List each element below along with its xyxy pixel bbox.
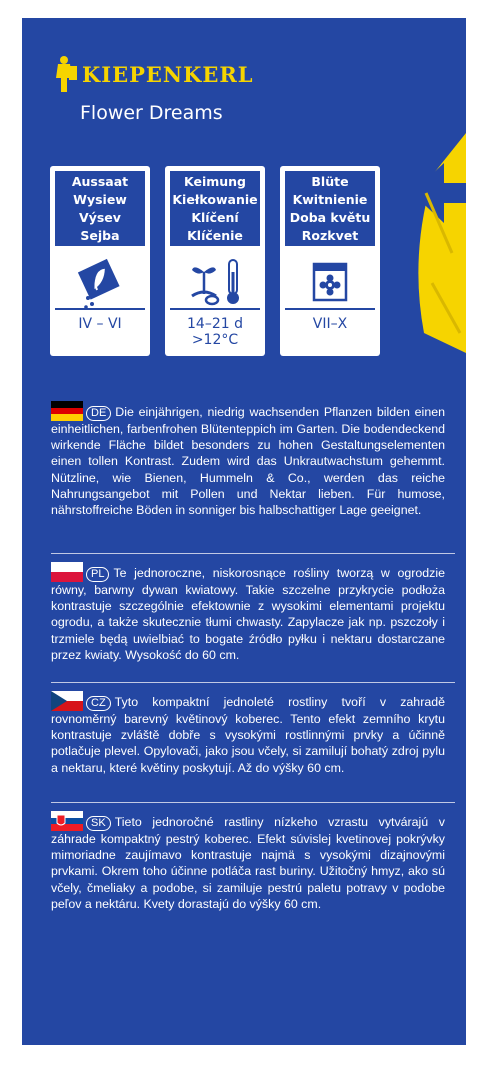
sowing-label-de: Aussaat xyxy=(71,174,129,189)
polish-flag-icon xyxy=(51,562,83,582)
description-pl xyxy=(51,562,445,663)
bloom-label-sk: Rozkvet xyxy=(301,228,359,243)
germination-label-pl: Kiełkowanie xyxy=(172,192,258,207)
bloom-months: VII–X xyxy=(312,316,348,332)
germination-labels xyxy=(170,171,260,246)
language-code-sk: SK xyxy=(86,816,111,831)
czech-flag-icon xyxy=(51,691,83,711)
germination-time-temp: 14–21 d >12°C xyxy=(187,316,243,348)
sowing-separator xyxy=(55,308,145,310)
sowing-months: IV – VI xyxy=(78,316,122,332)
sowing-label-sk: Sejba xyxy=(80,228,120,243)
germination-thermometer-icon xyxy=(180,254,250,310)
germination-separator xyxy=(170,308,260,310)
divider xyxy=(51,553,455,554)
germination-label-cz: Klíčení xyxy=(191,210,239,225)
packet-back xyxy=(22,18,466,1045)
brand-name: KIEPENKERL xyxy=(82,61,254,87)
bloom-label-pl: Kwitnienie xyxy=(292,192,368,207)
brand-logo xyxy=(50,54,254,94)
seed-packet-icon xyxy=(70,254,130,310)
kiepenkerl-figure-icon xyxy=(50,54,78,94)
germination-label-de: Keimung xyxy=(184,174,246,189)
sowing-labels xyxy=(55,171,145,246)
bloom-separator xyxy=(285,308,375,310)
language-code-cz: CZ xyxy=(86,696,111,711)
slovak-flag-icon xyxy=(51,811,83,831)
bloom-card xyxy=(280,166,380,356)
flower-image-edge xyxy=(404,133,466,353)
divider xyxy=(51,802,455,803)
bloom-labels xyxy=(285,171,375,246)
sowing-label-pl: Wysiew xyxy=(73,192,127,207)
description-sk xyxy=(51,811,445,912)
germination-card xyxy=(165,166,265,356)
flower-calendar-icon xyxy=(302,254,358,310)
description-text-de: Die einjährigen, niedrig wachsenden Pflanzen bilden einen einheitlichen, farbenfrohen Blütenteppich im Garten. Die bodendeckend wirkende Fläche bildet besonders zu hohen Gestaltungselementen einen tollen Kontrast. Zudem wird das Unkrautwachstum gehemmt. Nützline, wie Bienen, Hummeln & Co., werden das reiche Nahrungsangebot mit Pollen und Nektar lieben. Für humose, nährstoffreiche Böden in sonniger bis halbschattiger Lage geeignet. xyxy=(51,405,445,518)
germination-label-sk: Klíčenie xyxy=(187,228,243,243)
bloom-label-de: Blüte xyxy=(311,174,349,189)
description-text-cz: Tyto kompaktní jednoleté rostliny tvoří v zahradě rovnoměrný barevný květinový koberec. Tento efekt zemního krytu kontrastuje zvláště dobře s vysokými rostlinnými prvky a účinně potlačuje plevel. Opylovači, jako jsou včely, si zamilují bohatý zdroj pylu a nektaru, které květiny poskytují. Až do výšky 60 cm. xyxy=(51,695,445,775)
divider xyxy=(51,682,455,683)
sowing-label-cz: Výsev xyxy=(79,210,121,225)
german-flag-icon xyxy=(51,401,83,421)
description-text-sk: Tieto jednoročné rastliny nízkeho vzrastu vytvárajú v záhrade kompaktný pestrý koberec. Efekt súvislej kvetinovej pokrývky mimoriadne zaujímavo kontrastuje najmä s vysokými dizajnovými prvkami. Okrem toho účinne potláča rast buriny. Užitočný hmyz, ako sú včely, čmeliaky a podobe, si zamiluje pestrú paletu potravy v podobe peľov a nektáru. Kvety dorastajú do výšky 60 cm. xyxy=(51,815,445,911)
sowing-card xyxy=(50,166,150,356)
bloom-label-cz: Doba květu xyxy=(289,210,371,225)
description-cz xyxy=(51,691,445,776)
product-title: Flower Dreams xyxy=(80,102,223,124)
description-text-pl: Te jednoroczne, niskorosnące rośliny tworzą w ogrodzie równy, barwny dywan kwiatowy. Takie szczelne przykrycie podłoża kontrastuje szczególnie efektownie z wysokimi elementami projektu ogrodu, a także skutecznie tłumi chwasty. Zapylacze jak np. pszczoły i trzmiele będą uwielbiać to bogate źródło pyłku i nektaru dostarczane przez kwiaty. Wysokość do 60 cm. xyxy=(51,566,445,662)
language-code-pl: PL xyxy=(86,567,109,582)
language-code-de: DE xyxy=(86,406,111,421)
description-de xyxy=(51,401,445,518)
